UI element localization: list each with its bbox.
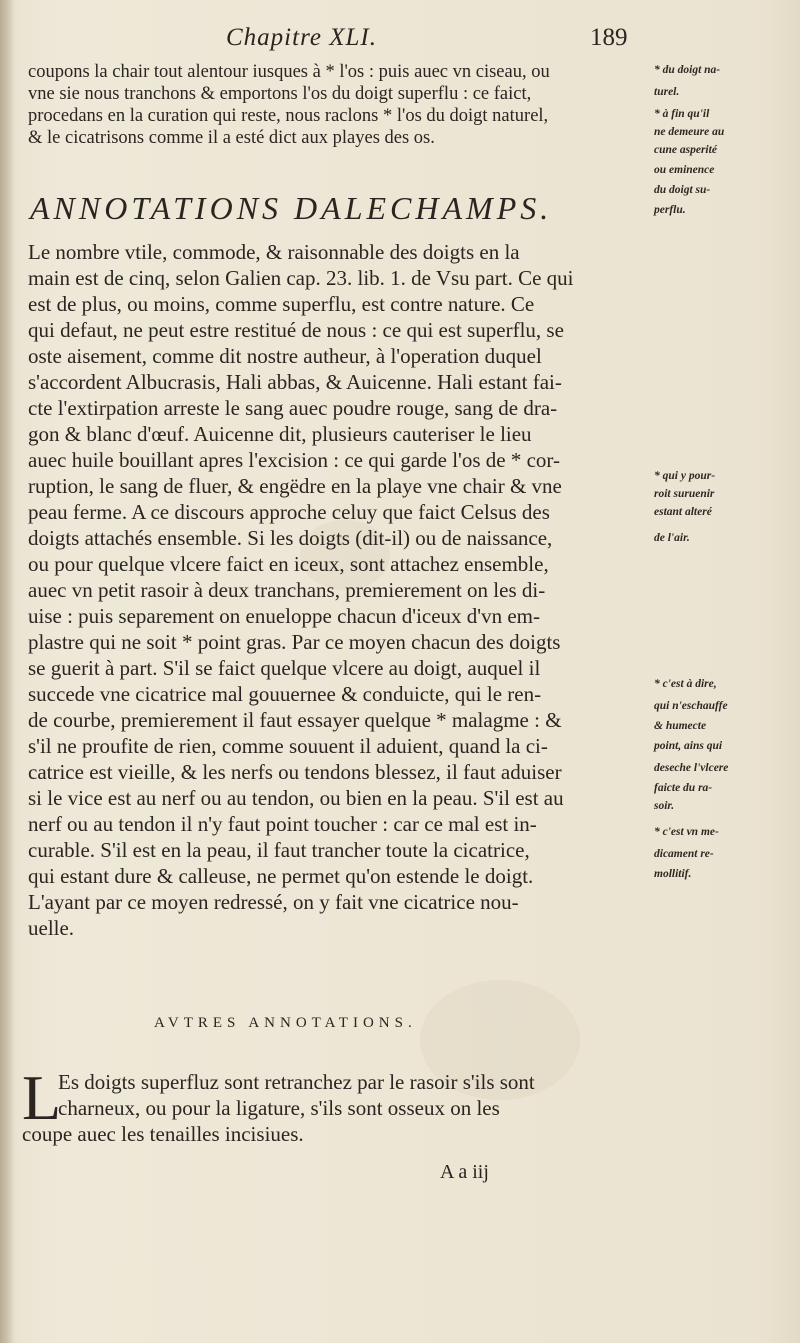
margin-note: ne demeure au [654, 126, 725, 138]
text-line: auec vn petit rasoir à deux tranchans, premierement on les di- [28, 578, 546, 602]
text-line: auec huile bouillant apres l'excision : ce qui garde l'os de * cor- [28, 448, 560, 472]
text-line: oste aisement, comme dit nostre autheur, à l'operation duquel [28, 344, 542, 368]
text-line: coupons la chair tout alentour iusques à * l'os : puis auec vn ciseau, ou [28, 62, 550, 82]
margin-note: deseche l'vlcere [654, 762, 729, 774]
text-line: qui estant dure & calleuse, ne permet qu'on estende le doigt. [28, 864, 534, 888]
text-line: s'accordent Albucrasis, Hali abbas, & Auicenne. Hali estant fai- [28, 370, 562, 394]
margin-note: soir. [654, 800, 675, 812]
text-line: uelle. [28, 916, 75, 940]
gutter-shadow [0, 0, 14, 1343]
text-line: s'il ne proufite de rien, comme souuent il aduient, quand la ci- [28, 734, 548, 758]
text-line: plastre qui ne soit * point gras. Par ce moyen chacun des doigts [28, 630, 561, 654]
signature-mark: A a iij [440, 1161, 489, 1183]
text-line: ruption, le sang de fluer, & engëdre en la playe vne chair & vne [28, 474, 562, 498]
text-line: cte l'extirpation arreste le sang auec poudre rouge, sang de dra- [28, 396, 558, 420]
page-number: 189 [590, 24, 628, 51]
margin-note: roit suruenir [654, 488, 715, 500]
margin-note: turel. [654, 86, 680, 98]
text-line: si le vice est au nerf ou au tendon, ou bien en la peau. S'il est au [28, 786, 564, 810]
sub-heading: AVTRES ANNOTATIONS. [154, 1015, 417, 1031]
text-line: uise : puis separement on enueloppe chacun d'iceux d'vn em- [28, 604, 540, 628]
margin-note: qui n'eschauffe [654, 700, 728, 712]
text-line: qui defaut, ne peut estre restitué de nous : ce qui est superflu, se [28, 318, 564, 342]
margin-note: cune asperité [654, 144, 717, 156]
margin-note: perflu. [654, 204, 686, 216]
text-line: gon & blanc d'œuf. Auicenne dit, plusieurs cauteriser le lieu [28, 422, 532, 446]
text-line: procedans en la curation qui reste, nous raclons * l'os du doigt naturel, [28, 106, 549, 126]
text-line: Le nombre vtile, commode, & raisonnable des doigts en la [28, 240, 520, 264]
margin-note: * du doigt na- [654, 64, 721, 76]
section-heading: ANNOTATIONS DALECHAMPS. [30, 190, 553, 226]
margin-note: du doigt su- [654, 184, 711, 196]
text-line: L'ayant par ce moyen redressé, on y fait vne cicatrice nou- [28, 890, 519, 914]
text-line: succede vne cicatrice mal gouuernee & conduicte, qui le ren- [28, 682, 542, 706]
running-head: Chapitre XLI. [226, 24, 377, 51]
text-line: coupe auec les tenailles incisiues. [22, 1122, 304, 1146]
text-line: nerf ou au tendon il n'y faut point toucher : car ce mal est in- [28, 812, 537, 836]
margin-note: * qui y pour- [654, 470, 716, 482]
drop-cap: L [22, 1062, 62, 1133]
margin-note: * à fin qu'il [654, 108, 710, 120]
margin-note: de l'air. [654, 532, 690, 544]
text-line: & le cicatrisons comme il a esté dict aux playes des os. [28, 128, 435, 148]
margin-note: estant alteré [654, 506, 712, 518]
margin-note: & humecte [654, 720, 707, 732]
text-line: main est de cinq, selon Galien cap. 23. lib. 1. de Vsu part. Ce qui [28, 266, 574, 290]
margin-note: mollitif. [654, 868, 692, 880]
margin-note: dicament re- [654, 848, 714, 860]
text-line: peau ferme. A ce discours approche celuy que faict Celsus des [28, 500, 550, 524]
text-line: charneux, ou pour la ligature, s'ils sont osseux on les [58, 1096, 500, 1120]
text-line: curable. S'il est en la peau, il faut trancher toute la cicatrice, [28, 838, 530, 862]
text-line: ou pour quelque vlcere faict en iceux, sont attachez ensemble, [28, 552, 549, 576]
page-header [0, 20, 700, 60]
text-line: vne sie nous tranchons & emportons l'os du doigt superflu : ce faict, [28, 84, 532, 104]
margin-note: ou eminence [654, 164, 715, 176]
text-line: se guerit à part. S'il se faict quelque vlcere au doigt, auquel il [28, 656, 541, 680]
text-line: de courbe, premierement il faut essayer quelque * malagme : & [28, 708, 562, 732]
margin-note: point, ains qui [654, 740, 723, 752]
text-line: doigts attachés ensemble. Si les doigts (dit-il) ou de naissance, [28, 526, 553, 550]
margin-note: * c'est vn me- [654, 826, 719, 838]
text-line: catrice est vieille, & les nerfs ou tendons blessez, il faut aduiser [28, 760, 562, 784]
text-line: est de plus, ou moins, comme superflu, est contre nature. Ce [28, 292, 535, 316]
text-line: Es doigts superfluz sont retranchez par le rasoir s'ils sont [58, 1070, 535, 1094]
margin-note: faicte du ra- [654, 782, 713, 794]
margin-note: * c'est à dire, [654, 678, 717, 690]
